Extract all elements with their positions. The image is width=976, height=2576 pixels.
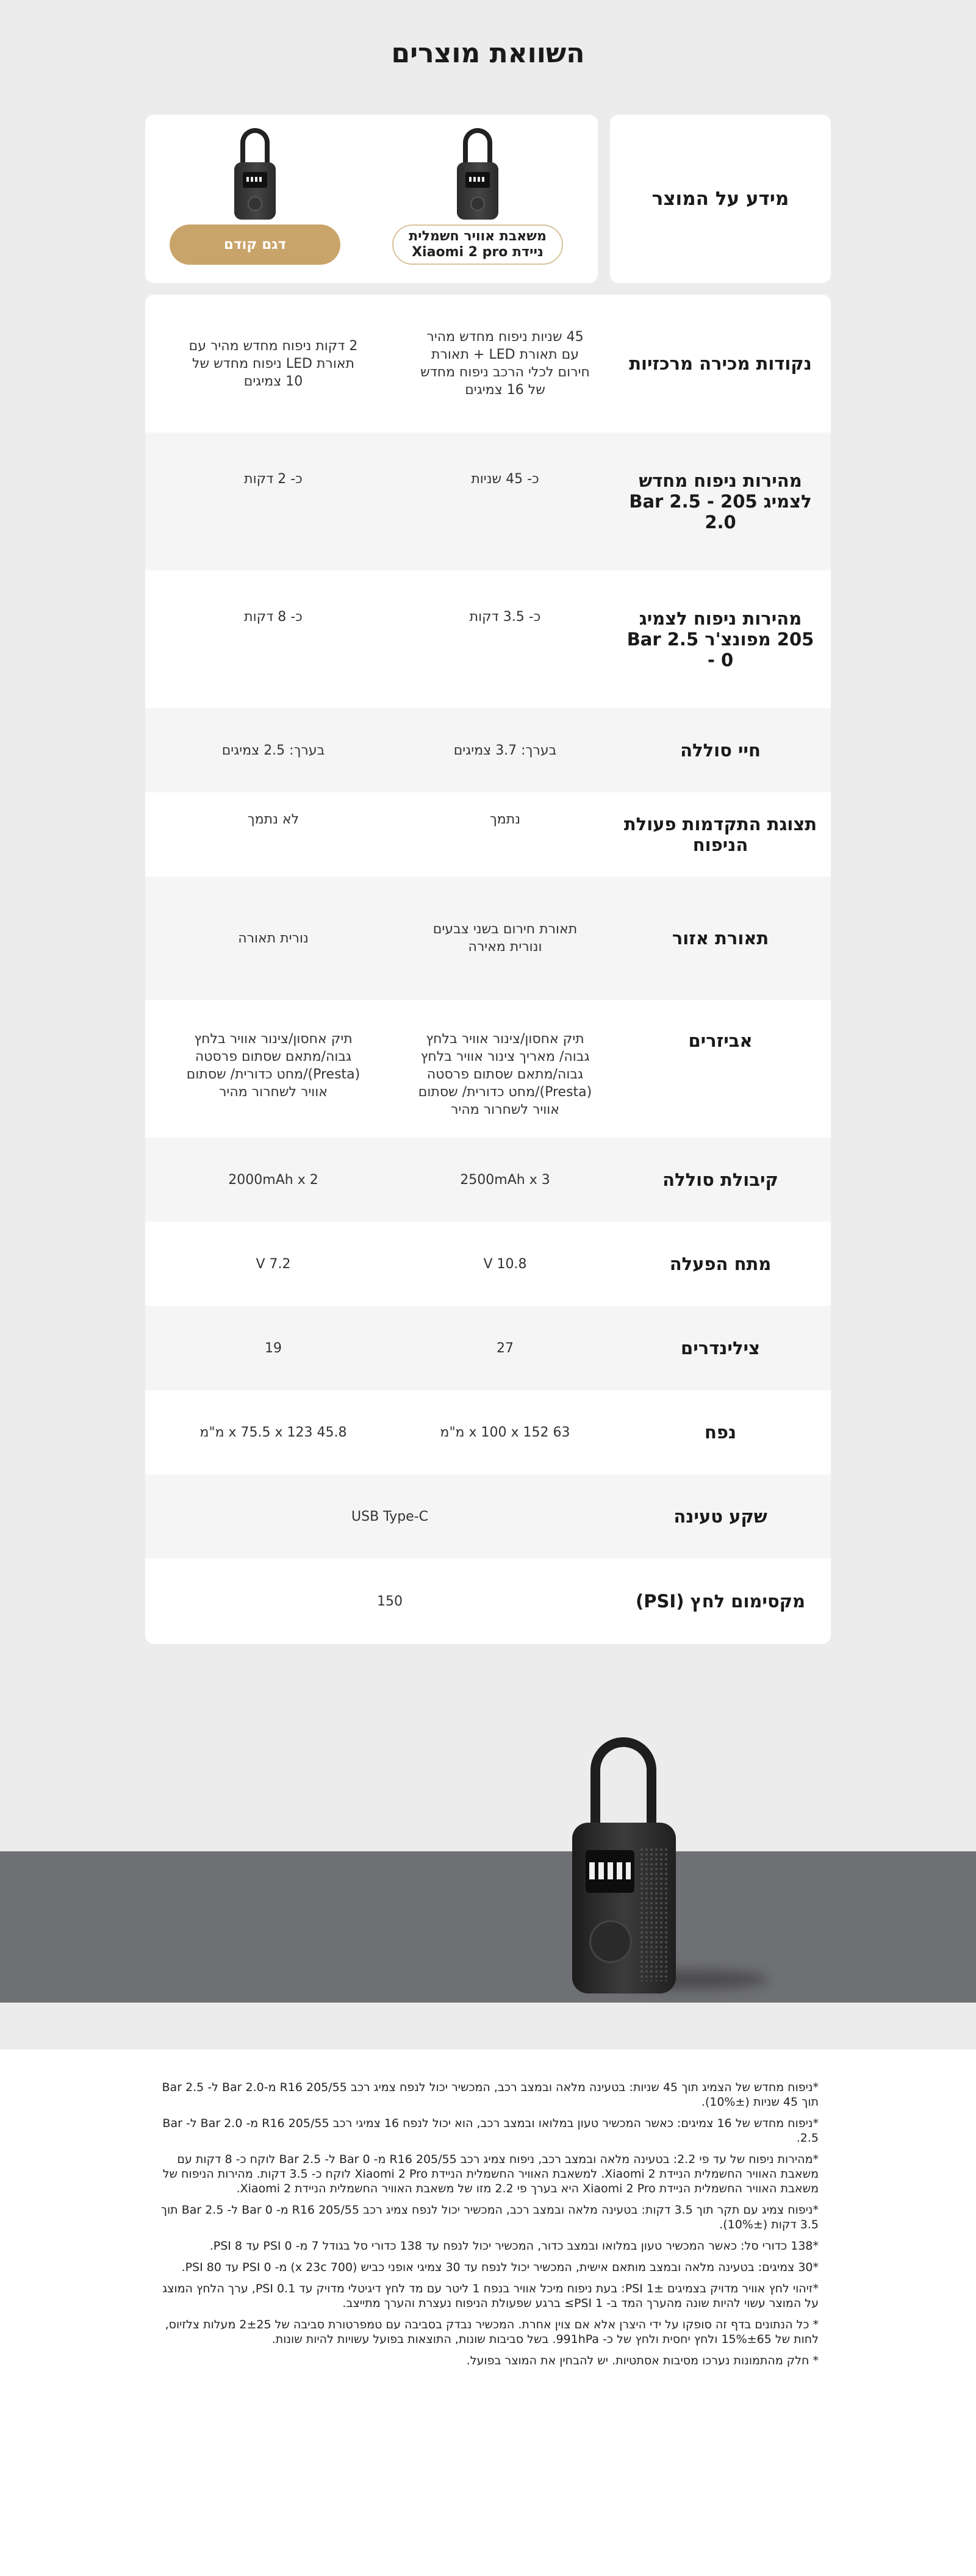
footnotes [157,2080,819,2375]
table-row [145,570,831,708]
footnote: * חלק מהתמונות נערכו מסיבות אסתטיות. יש להבחין את המוצר בפועל. [466,2354,819,2367]
product-column-xiaomi-2-pro [392,128,563,274]
page-title: השוואת מוצרים [391,38,585,69]
value-shared: 150 [377,1593,403,1609]
value-shared: USB Type-C [351,1509,428,1524]
value-previous: לא נתמך [247,812,300,827]
value-previous: נורית תאורה [238,930,309,946]
row-label: מתח הפעלה [669,1254,772,1274]
product-name-button[interactable]: משאבת אוויר חשמלית ניידת Xiaomi 2 pro [392,224,563,265]
table-row [145,877,831,1000]
row-label: שקע טעינה [673,1506,767,1527]
value-previous: 7.2 V [256,1256,291,1272]
hero-product-image [572,1737,676,1993]
value-pro: תיק אחסון/צינור אוויר בלחץ גבוה/ מאריך צינור אוויר בלחץ גבוה/מתאם שסתום פרסטה (Presta)/מחט כדורית/ שסתום אוויר לשחרור מהיר [418,1031,592,1118]
product-image-pump [233,128,277,220]
value-pro: תאורת חירום בשני צבעים ונורית מאירה [432,922,578,955]
row-label: נפח [704,1422,737,1443]
row-label: אביזרים [688,1030,753,1051]
value-previous: 2 דקות ניפוח מחדש מהיר עם תאורת LED ניפוח מחדש של 10 צמיגים [188,338,358,389]
value-previous: תיק אחסון/צינור אוויר בלחץ גבוה/מתאם שסתום פרסטה (Presta)/מחט כדורית/ שסתום אוויר לשחרור מהיר [186,1031,361,1100]
footnote: *138 כדורי סל: כאשר המכשיר טעון במלואו ובמצב כדור, המכשיר יכול לנפח עד 138 כדורי סל בגודל 7 מ- PSI 0 עד PSI 8. [209,2239,819,2253]
value-pro: 63 x 100 x 152 מ"מ [440,1424,570,1440]
value-previous: 19 [265,1340,282,1356]
previous-model-button[interactable]: דגם קודם [170,224,340,265]
table-row [145,708,831,792]
row-label: נקודות מכירה מרכזיות [629,353,812,374]
value-pro: 27 [497,1340,514,1356]
product-column-previous-model [170,128,340,274]
table-row [145,792,831,877]
footnote: *ניפוח מחדש של 16 צמיגים: כאשר המכשיר טעון במלואו ובמצב רכב, הוא יכול לנפח 16 צמיגי רכב 205/55 R16 מ- Bar 2.0 ל- Bar 2.5. [162,2117,819,2145]
value-pro: 2500mAh x 3 [460,1172,550,1188]
footnote: *ניפוח מחדש של הצמיג תוך 45 שניות: בטעינה מלאה ובמצב רכב, המכשיר יכול לנפח צמיג רכב 205/55 R16 מ-Bar 2.0 ל- Bar 2.5 תוך 45 שניות (10%±). [162,2081,819,2109]
row-label: קיבולת סוללה [662,1169,778,1190]
table-row [145,1390,831,1474]
row-label: צילינדרים [681,1338,760,1358]
hero-banner [0,1851,976,2003]
value-previous: כ- 8 דקות [244,609,303,625]
table-row [145,1222,831,1306]
row-label: מקסימום לחץ (PSI) [636,1591,806,1612]
value-pro: כ- 3.5 דקות [469,609,541,625]
table-row [145,1559,831,1644]
value-pro: נתמך [489,812,521,827]
table-row [145,1474,831,1559]
row-label: חיי סוללה [680,740,761,761]
value-previous: בערך: 2.5 צמיגים [221,742,325,758]
value-pro: 45 שניות ניפוח מחדש מהיר עם תאורת LED + תאורת חירום לכלי הרכב ניפוח מחדש של 16 צמיגים [420,329,590,398]
footnote: *זיהוי לחץ אוויר מדויק בצמיגים PSI 1±: בעת ניפוח מיכל אוויר בנפח 1 ליטר עם מד לחץ דיגיטלי מדויק עד PSI 0.1, ערך הלחץ המוצג על המוצר עשוי להיות שונה מהערך המד ב- PSI 1≥ ברגע שפעולת הניפוח נעצרת והערך מתייצב. [162,2282,819,2310]
footnote: * כל הנתונים בדף זה סופקו על ידי היצרן אלא אם צוין אחרת. המכשיר נבדק בסביבה עם טמפרטורת סביבה של 2±25 מעלות צלזיוס, לחות של 15%±65 ולחץ יחסית ולחץ של כ- 991hPa. בשל סביבות שונות, התוצאות בפועל עשויות להיות שונות. [165,2318,819,2346]
table-row [145,1306,831,1390]
comparison-table [145,295,831,1644]
product-info-label: מידע על המוצר [651,188,789,210]
table-row [145,432,831,570]
value-pro: בערך: 3.7 צמיגים [453,742,557,758]
product-info-header [610,115,831,283]
row-label: תאורת אזור [672,928,769,949]
value-previous: כ- 2 דקות [244,472,303,487]
products-header [145,115,598,283]
table-row [145,1138,831,1222]
value-pro: 10.8 V [483,1256,527,1272]
table-row [145,1000,831,1138]
footnote: *30 צמיגים: בטעינה מלאה ובמצב מותאם אישית, המכשיר יכול לנפח עד 30 צמיגי אופני כביש (700 x 23c) מ- PSI 0 עד PSI 80. [181,2261,819,2274]
row-label: מהירות ניפוח לצמיג 205 מפונצ'ר Bar 2.5 - 0 [626,608,814,670]
row-label: תצוגת התקדמות פעולת הניפוח [623,814,817,855]
table-row [145,295,831,432]
value-pro: כ- 45 שניות [471,472,539,487]
footnote: *ניפוח צמיג עם תקר תוך 3.5 דקות: בטעינה מלאה ובמצב רכב, המכשיר יכול לנפח צמיג רכב 205/55 R16 מ- Bar 0 ל- Bar 2.5 תוך 3.5 דקות (10%±). [160,2203,819,2231]
value-previous: 2000mAh x 2 [228,1172,318,1188]
product-image-pump [456,128,500,220]
value-previous: 45.8 x 75.5 x 123 מ"מ [199,1424,347,1440]
row-label: מהירות ניפוח מחדש לצמיג 205 Bar 2.5 - 2.0 [629,470,812,533]
footnote: *מהירות ניפוח של עד פי 2.2: בטעינה מלאה ובמצב רכב, ניפוח צמיג רכב 205/55 R16 מ- Bar 0 ל- Bar 2.5 לוקח כ- 8 דקות עם משאבת האוויר החשמלית הניידת Xiaomi 2. למשאבת האוויר החשמלית הניידת Xiaomi 2 Pro לוקח כ- 3.5 דקות. מהירות הניפוח של משאבת האוויר החשמלית הניידת Xiaomi 2 Pro היא בערך פי 2.2 מזו של משאבת האוויר החשמלית הניידת Xiaomi 2. [162,2153,819,2195]
